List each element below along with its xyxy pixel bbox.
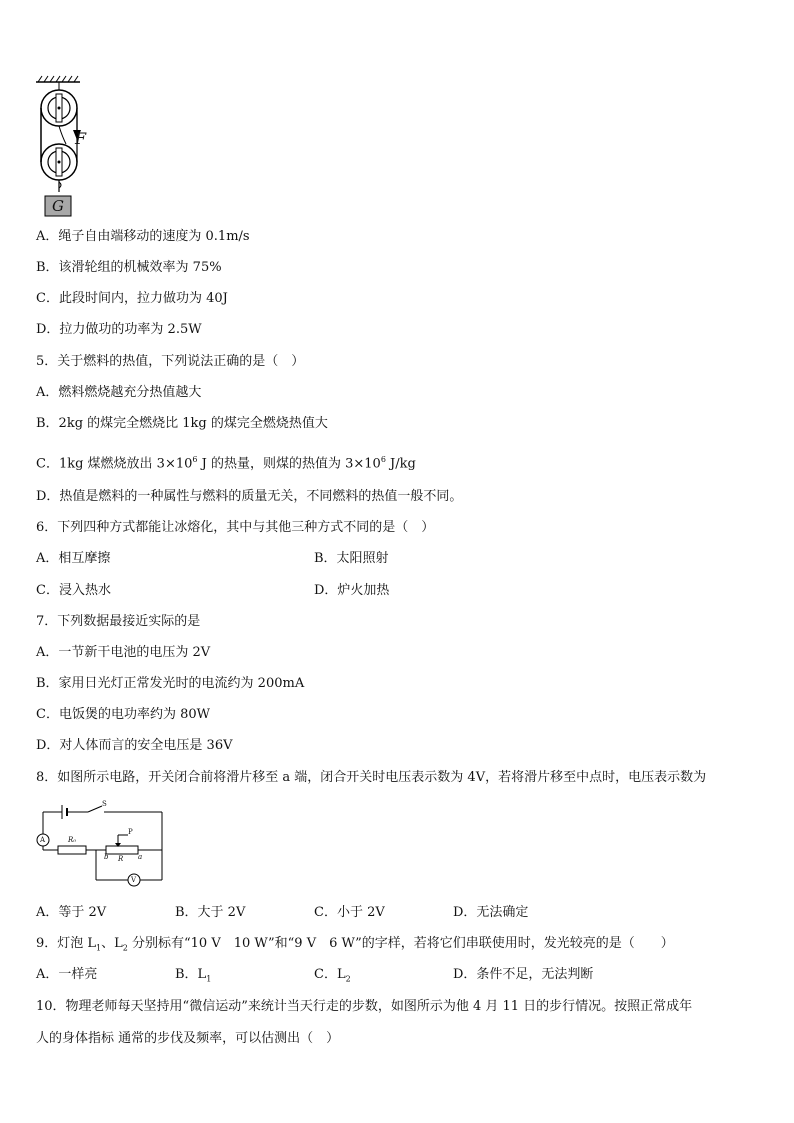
q6-stem: 6．下列四种方式都能让冰熔化，其中与其他三种方式不同的是（ ） bbox=[36, 520, 435, 535]
q8-stem: 8．如图所示电路，开关闭合前将滑片移至 a 端，闭合开关时电压表示数为 4V，若将滑片移至中点时，电压表示数为 bbox=[36, 770, 707, 785]
q7-option-c: C．电饭煲的电功率约为 80W bbox=[36, 707, 210, 722]
q9-option-a: A．一样亮 bbox=[36, 967, 98, 982]
circuit-label-a-end: a bbox=[138, 853, 143, 861]
circuit-label-r0: R₀ bbox=[68, 836, 77, 844]
q9-option-c: C．$L_2$ bbox=[314, 967, 351, 984]
q5-option-d: D．热值是燃料的一种属性与燃料的质量无关，不同燃料的热值一般不同。 bbox=[36, 489, 463, 504]
q8-option-d: D．无法确定 bbox=[453, 905, 529, 920]
q9-stem: 9．灯泡 $L_1$、$L_2$ 分别标有“10 V 10 W”和“9 V 6 W”的字样，若将它们串联使用时，发光较亮的是（ ） bbox=[36, 936, 674, 953]
q5-stem: 5．关于燃料的热值，下列说法正确的是（ ） bbox=[36, 354, 305, 369]
q7-option-a: A．一节新干电池的电压为 2V bbox=[36, 645, 211, 660]
circuit-label-ammeter: A bbox=[40, 836, 46, 844]
circuit-diagram bbox=[34, 800, 169, 892]
q5-option-c: C．1kg 煤燃烧放出 $3\times 10^6$ J 的热量，则煤的热值为 $3\times 10^6$ J/kg bbox=[36, 455, 416, 472]
circuit-label-s: S bbox=[102, 800, 107, 808]
q4-option-d: D．拉力做功的功率为 2.5W bbox=[36, 322, 202, 337]
q7-stem: 7．下列数据最接近实际的是 bbox=[36, 614, 201, 629]
force-label: F bbox=[75, 129, 87, 148]
q8-option-b: B．大于 2V bbox=[175, 905, 246, 920]
circuit-label-b: b bbox=[104, 853, 109, 861]
q6-option-c: C．浸入热水 bbox=[36, 583, 111, 598]
circuit-label-voltmeter: V bbox=[131, 876, 137, 884]
q10-stem-line2: 人的身体指标 通常的步伐及频率，可以估测出（ ） bbox=[36, 1031, 340, 1046]
weight-label: G bbox=[52, 197, 64, 215]
q7-option-d: D．对人体而言的安全电压是 36V bbox=[36, 738, 233, 753]
q10-stem-line1: 10．物理老师每天坚持用“微信运动”来统计当天行走的步数，如图所示为他 4 月 11 日的步行情况。按照正常成年 bbox=[36, 999, 693, 1014]
q6-option-d: D．炉火加热 bbox=[314, 583, 390, 598]
q4-option-c: C．此段时间内，拉力做功为 40J bbox=[36, 291, 228, 306]
q7-option-b: B．家用日光灯正常发光时的电流约为 200mA bbox=[36, 676, 305, 691]
q9-option-d: D．条件不足，无法判断 bbox=[453, 967, 594, 982]
circuit-label-p: P bbox=[128, 828, 133, 836]
q6-option-b: B．太阳照射 bbox=[314, 551, 389, 566]
q4-option-a: A．绳子自由端移动的速度为 0.1m/s bbox=[36, 229, 250, 244]
circuit-label-r: R bbox=[118, 855, 124, 863]
q4-option-b: B．该滑轮组的机械效率为 75% bbox=[36, 260, 222, 275]
q8-option-a: A．等于 2V bbox=[36, 905, 107, 920]
q6-option-a: A．相互摩擦 bbox=[36, 551, 111, 566]
q9-option-b: B．$L_1$ bbox=[175, 967, 212, 984]
q8-option-c: C．小于 2V bbox=[314, 905, 385, 920]
q5-option-b: B．2kg 的煤完全燃烧比 1kg 的煤完全燃烧热值大 bbox=[36, 416, 328, 431]
pulley-system-figure bbox=[32, 74, 102, 219]
q5-option-a: A．燃料燃烧越充分热值越大 bbox=[36, 385, 202, 400]
